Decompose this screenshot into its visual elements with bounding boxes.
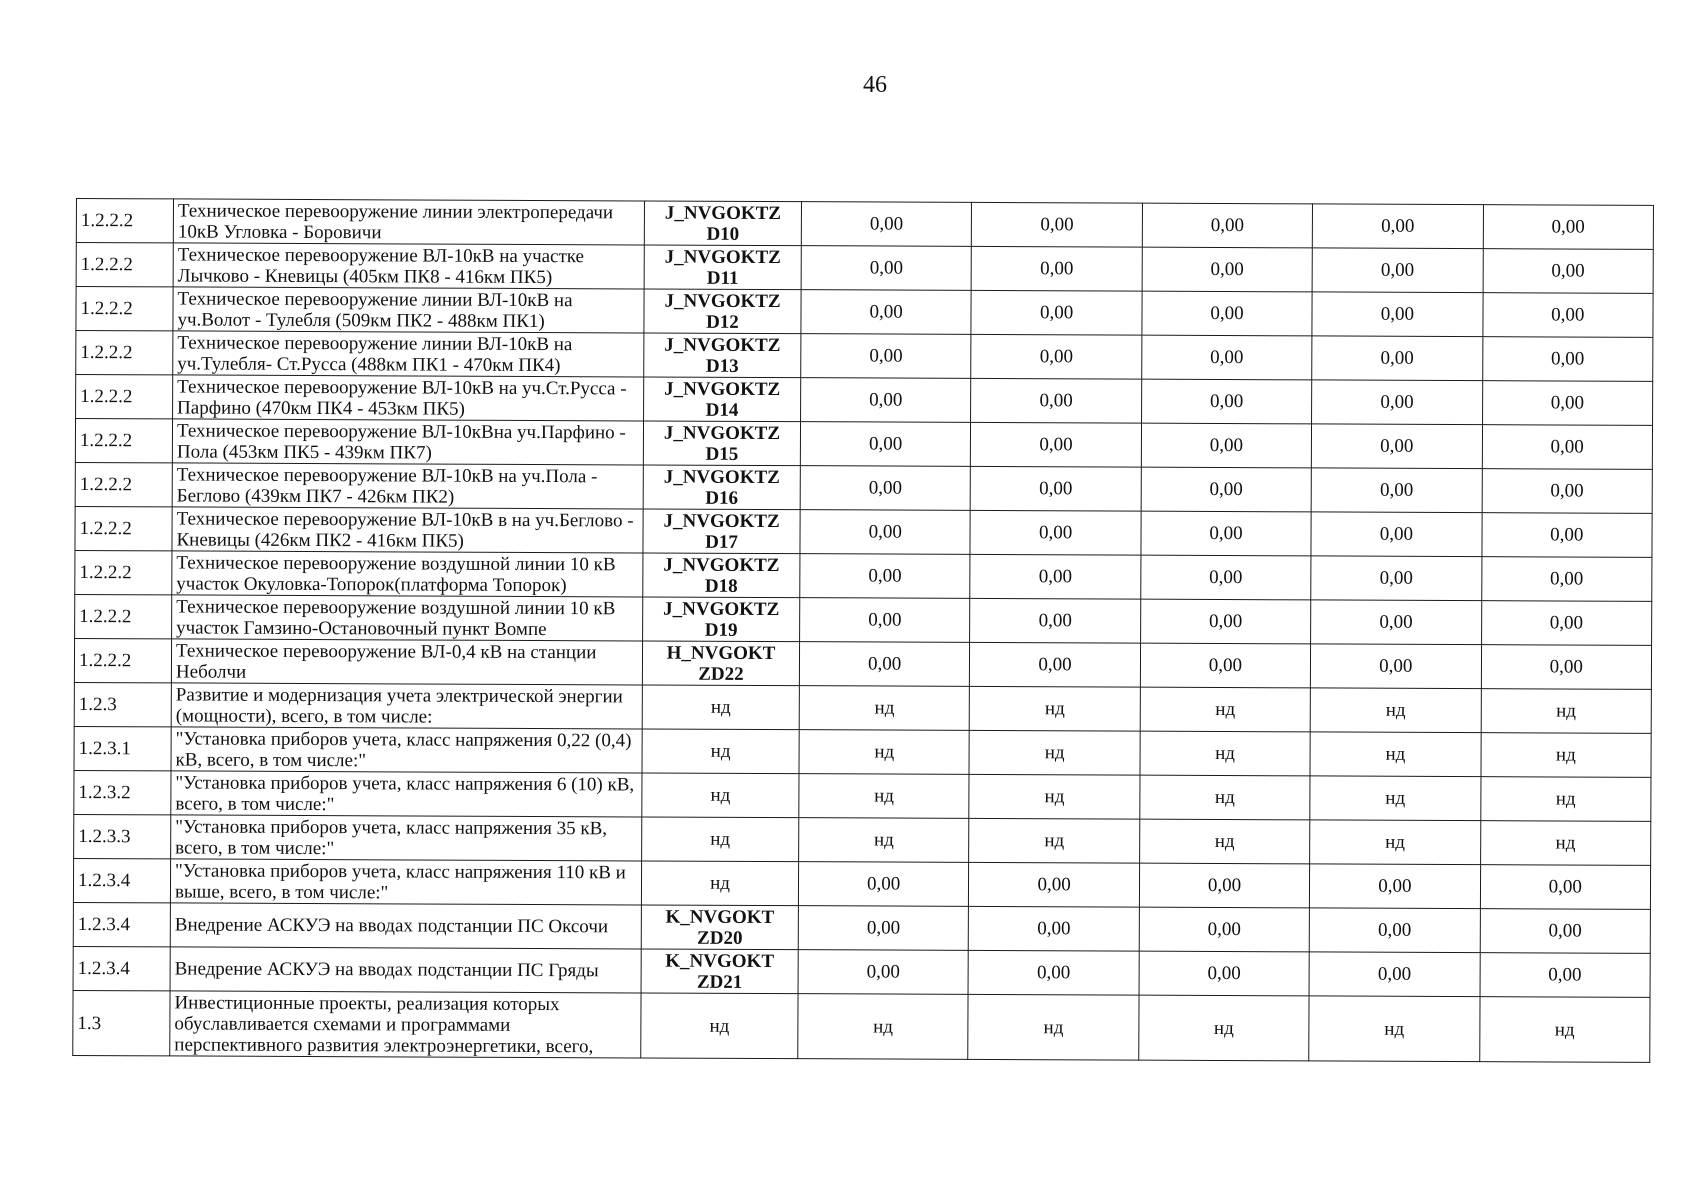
project-name-cell: Внедрение АСКУЭ на вводах подстанции ПС Гряды [170,947,641,993]
value-cell: нд [799,730,970,775]
value-cell: 0,00 [968,950,1139,995]
project-code-cell: J_NVGOKTZ D17 [643,509,800,554]
value-cell: 0,00 [1481,601,1652,646]
project-name-cell: "Установка приборов учета, класс напряжения 0,22 (0,4) кВ, всего, в том числе:" [171,727,642,773]
project-name-cell: Техническое перевооружение линии ВЛ-10кВ на уч.Волот - Тулебля (509км ПК2 - 488км ПК1) [173,287,644,333]
value-cell: нд [1310,688,1481,733]
value-cell: нд [969,730,1140,775]
row-number-cell: 1.3 [73,990,170,1055]
project-name-cell: Техническое перевооружение линии электропередачи 10кВ Угловка - Боровичи [173,199,644,245]
value-cell: 0,00 [1141,555,1312,600]
project-code-cell: H_NVGOKT ZD22 [642,641,799,686]
row-number-cell: 1.2.2.2 [75,462,172,506]
project-name-cell: Техническое перевооружение ВЛ-10кВ на уч.Ст.Русса - Парфино (470км ПК4 - 453км ПК5) [173,375,644,421]
value-cell: 0,00 [1481,557,1652,602]
value-cell: 0,00 [1482,337,1653,382]
value-cell: 0,00 [800,554,971,599]
value-cell: 0,00 [1141,467,1312,512]
project-code-cell: J_NVGOKTZ D19 [643,597,800,642]
value-cell: 0,00 [971,290,1142,335]
project-code-cell: нд [642,817,799,862]
value-cell: 0,00 [1310,864,1481,909]
value-cell: 0,00 [1140,599,1311,644]
table-row [74,638,1651,689]
value-cell: 0,00 [1482,425,1653,470]
row-number-cell: 1.2.2.2 [76,287,173,331]
value-cell: 0,00 [1142,335,1313,380]
value-cell: 0,00 [1312,204,1483,249]
value-cell: 0,00 [969,862,1140,907]
project-code-cell: нд [641,861,798,906]
value-cell: 0,00 [1312,336,1483,381]
project-code-cell: нд [642,685,799,730]
table-body [73,199,1654,1063]
value-cell: 0,00 [1142,247,1313,292]
row-number-cell: 1.2.3 [74,682,171,726]
value-cell: 0,00 [798,906,969,951]
value-cell: 0,00 [1312,380,1483,425]
value-cell: 0,00 [1311,556,1482,601]
project-code-cell: J_NVGOKTZ D11 [644,245,801,290]
value-cell: 0,00 [971,422,1142,467]
row-number-cell: 1.2.3.4 [73,902,170,946]
project-name-cell: Инвестиционные проекты, реализация которых обуславливается схемами и программами перспективного развития электроэнергетики, всего, [170,991,641,1058]
project-name-cell: Техническое перевооружение ВЛ-10кВ на участке Лычково - Кневицы (405км ПК8 - 416км ПК5) [173,243,644,289]
value-cell: 0,00 [800,598,971,643]
value-cell: 0,00 [1311,468,1482,513]
project-code-cell: J_NVGOKTZ D10 [644,201,801,246]
project-name-cell: "Установка приборов учета, класс напряжения 6 (10) кВ, всего, в том числе:" [171,771,642,817]
value-cell: 0,00 [798,862,969,907]
value-cell: 0,00 [972,202,1143,247]
value-cell: 0,00 [1481,645,1652,690]
value-cell: 0,00 [801,334,972,379]
row-number-cell: 1.2.2.2 [75,594,172,638]
row-number-cell: 1.2.2.2 [76,243,173,287]
page-number: 46 [863,72,887,98]
table-row [74,682,1651,733]
value-cell: нд [1481,689,1652,734]
value-cell: 0,00 [1141,511,1312,556]
project-name-cell: Развитие и модернизация учета электрической энергии (мощности), всего, в том числе: [171,683,642,729]
value-cell: 0,00 [800,422,971,467]
value-cell: 0,00 [1480,953,1651,998]
value-cell: 0,00 [1309,908,1480,953]
table-row [75,594,1652,645]
table-row [74,770,1651,821]
value-cell: нд [1481,733,1652,778]
row-number-cell: 1.2.3.4 [73,858,170,902]
row-number-cell: 1.2.2.2 [74,638,171,682]
table-row [75,462,1652,513]
table-row [76,287,1653,338]
value-cell: нд [1479,997,1650,1063]
value-cell: нд [1309,996,1480,1062]
value-cell: 0,00 [800,510,971,555]
value-cell: 0,00 [798,950,969,995]
table-row [74,726,1651,777]
project-name-cell: Техническое перевооружение ВЛ-0,4 кВ на станции Неболчи [171,639,642,685]
project-code-cell: J_NVGOKTZ D14 [644,377,801,422]
value-cell: 0,00 [971,246,1142,291]
value-cell: 0,00 [1482,293,1653,338]
project-name-cell: Техническое перевооружение линии ВЛ-10кВ на уч.Тулебля- Ст.Русса (488км ПК1 - 470км ПК4) [173,331,644,377]
table-row [73,858,1650,909]
project-name-cell: Техническое перевооружение воздушной линии 10 кВ участок Гамзино-Остановочный пункт Вомпе [172,595,643,641]
value-cell: 0,00 [1483,205,1654,250]
value-cell: нд [1140,687,1311,732]
value-cell: 0,00 [1141,379,1312,424]
value-cell: нд [798,994,969,1060]
table-row [76,199,1653,250]
value-cell: 0,00 [1482,469,1653,514]
value-cell: 0,00 [800,466,971,511]
value-cell: нд [1139,819,1310,864]
value-cell: нд [799,818,970,863]
table-row [74,814,1651,865]
project-code-cell: K_NVGOKT ZD21 [641,949,798,994]
value-cell: нд [1480,821,1651,866]
value-cell: 0,00 [1482,381,1653,426]
value-cell: 0,00 [1142,203,1313,248]
value-cell: 0,00 [1142,291,1313,336]
row-number-cell: 1.2.2.2 [76,199,173,243]
table-row [75,506,1652,557]
project-code-cell: J_NVGOKTZ D13 [644,333,801,378]
project-code-cell: нд [642,729,799,774]
value-cell: нд [1140,731,1311,776]
project-code-cell: J_NVGOKTZ D15 [643,421,800,466]
table-row [73,902,1650,953]
project-code-cell: J_NVGOKTZ D16 [643,465,800,510]
row-number-cell: 1.2.3.1 [74,726,171,770]
value-cell: 0,00 [1483,249,1654,294]
value-cell: нд [799,686,970,731]
row-number-cell: 1.2.3.3 [74,814,171,858]
project-name-cell: Внедрение АСКУЭ на вводах подстанции ПС Оксочи [170,903,641,949]
value-cell: 0,00 [1139,951,1310,996]
value-cell: 0,00 [1311,600,1482,645]
table-row [76,243,1653,294]
row-number-cell: 1.2.2.2 [76,331,173,375]
value-cell: 0,00 [1141,423,1312,468]
value-cell: 0,00 [801,246,972,291]
value-cell: 0,00 [1312,248,1483,293]
value-cell: 0,00 [801,202,972,247]
value-cell: 0,00 [969,906,1140,951]
value-cell: 0,00 [970,510,1141,555]
value-cell: 0,00 [1139,907,1310,952]
value-cell: нд [968,994,1139,1060]
value-cell: нд [1139,995,1310,1061]
row-number-cell: 1.2.3.2 [74,770,171,814]
value-cell: 0,00 [1309,952,1480,997]
project-name-cell: Техническое перевооружение ВЛ-10кВ на уч.Пола - Беглово (439км ПК7 - 426км ПК2) [172,463,643,509]
value-cell: 0,00 [1312,424,1483,469]
value-cell: 0,00 [970,642,1141,687]
value-cell: 0,00 [1482,513,1653,558]
value-cell: нд [969,774,1140,819]
value-cell: 0,00 [970,598,1141,643]
value-cell: нд [1310,820,1481,865]
table-row [75,419,1652,470]
value-cell: 0,00 [801,290,972,335]
value-cell: нд [1140,775,1311,820]
value-cell: нд [799,774,970,819]
table-row [73,946,1650,997]
table-row [73,990,1650,1062]
value-cell: 0,00 [1140,643,1311,688]
row-number-cell: 1.2.2.2 [75,550,172,594]
investment-table [72,198,1654,1063]
project-name-cell: Техническое перевооружение воздушной линии 10 кВ участок Окуловка-Топорок(платформа Топорок) [172,551,643,597]
project-code-cell: нд [641,993,798,1059]
project-code-cell: J_NVGOKTZ D12 [644,289,801,334]
value-cell: нд [969,818,1140,863]
table-row [76,375,1653,426]
project-name-cell: Техническое перевооружение ВЛ-10кВ в на уч.Беглово - Кневицы (426км ПК2 - 416км ПК5) [172,507,643,553]
project-name-cell: Техническое перевооружение ВЛ-10кВна уч.Парфино - Пола (453км ПК5 - 439км ПК7) [172,419,643,465]
value-cell: 0,00 [1480,865,1651,910]
value-cell: 0,00 [1480,909,1651,954]
value-cell: 0,00 [801,378,972,423]
table-row [76,331,1653,382]
project-code-cell: нд [642,773,799,818]
value-cell: 0,00 [971,334,1142,379]
project-name-cell: "Установка приборов учета, класс напряжения 35 кВ, всего, в том числе:" [171,815,642,861]
row-number-cell: 1.2.3.4 [73,946,170,990]
value-cell: 0,00 [971,466,1142,511]
value-cell: 0,00 [971,378,1142,423]
value-cell: нд [1310,776,1481,821]
value-cell: 0,00 [1311,512,1482,557]
value-cell: нд [970,686,1141,731]
project-code-cell: K_NVGOKT ZD20 [641,905,798,950]
value-cell: нд [1480,777,1651,822]
row-number-cell: 1.2.2.2 [75,506,172,550]
row-number-cell: 1.2.2.2 [75,419,172,463]
project-name-cell: "Установка приборов учета, класс напряжения 110 кВ и выше, всего, в том числе:" [170,859,641,905]
row-number-cell: 1.2.2.2 [76,375,173,419]
value-cell: 0,00 [1311,644,1482,689]
project-code-cell: J_NVGOKTZ D18 [643,553,800,598]
value-cell: 0,00 [1312,292,1483,337]
value-cell: нд [1310,732,1481,777]
value-cell: 0,00 [799,642,970,687]
value-cell: 0,00 [970,554,1141,599]
table-row [75,550,1652,601]
value-cell: 0,00 [1139,863,1310,908]
